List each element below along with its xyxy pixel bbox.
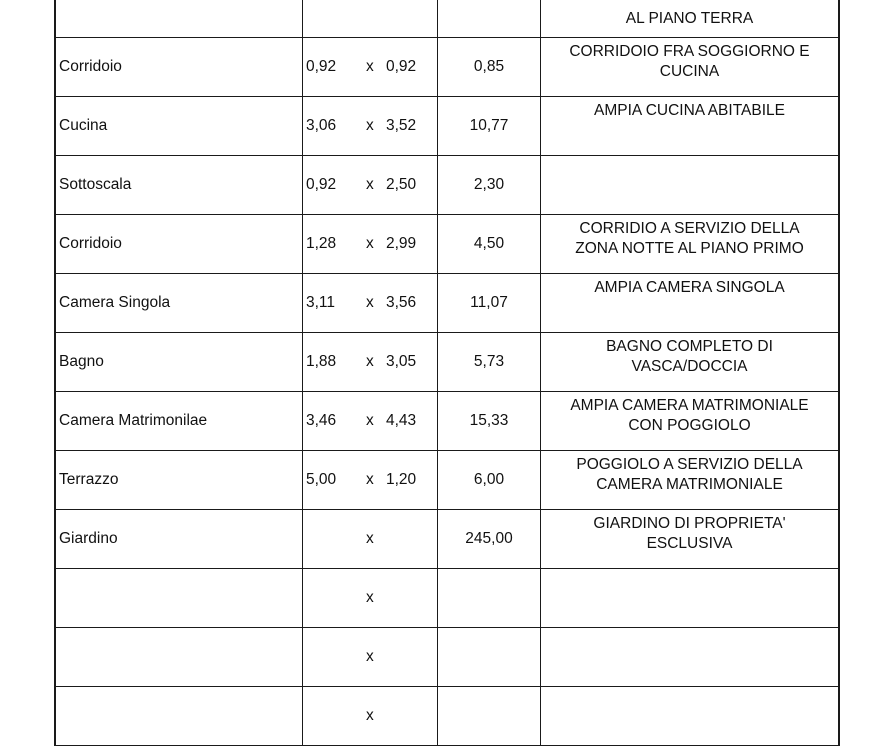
notes-line-1: CORRIDOIO FRA SOGGIORNO E xyxy=(569,43,810,60)
area-cell xyxy=(438,687,541,746)
room-width: 0,92 xyxy=(306,176,337,193)
times-sign: x xyxy=(366,412,374,429)
notes-line-1: CORRIDIO A SERVIZIO DELLA xyxy=(579,220,800,237)
room-area: 10,77 xyxy=(469,117,509,134)
notes-line-1: BAGNO COMPLETO DI xyxy=(606,338,773,355)
room-width: 1,28 xyxy=(306,235,337,252)
area-cell xyxy=(438,215,541,274)
table-row xyxy=(55,97,839,156)
dimensions-cell xyxy=(303,0,438,38)
room-name-cell xyxy=(55,38,303,97)
area-cell xyxy=(438,569,541,628)
table-row xyxy=(55,628,839,687)
times-sign: x xyxy=(366,530,374,547)
room-length: 1,20 xyxy=(386,471,417,488)
notes-line-1: AMPIA CAMERA MATRIMONIALE xyxy=(570,397,809,414)
notes-cell xyxy=(541,392,840,451)
room-name-cell xyxy=(55,156,303,215)
room-name: Camera Matrimonilae xyxy=(59,412,208,429)
dimensions-cell xyxy=(303,628,438,687)
room-length: 2,99 xyxy=(386,235,417,252)
area-cell xyxy=(438,156,541,215)
room-name: Corridoio xyxy=(59,58,122,75)
times-sign: x xyxy=(366,294,374,311)
room-width: 5,00 xyxy=(306,471,337,488)
room-name-cell xyxy=(55,628,303,687)
notes-line-1: AMPIA CAMERA SINGOLA xyxy=(594,279,785,296)
dimensions-cell xyxy=(303,569,438,628)
room-name: Giardino xyxy=(59,530,118,547)
area-cell xyxy=(438,274,541,333)
room-name-cell xyxy=(55,687,303,746)
room-area: 6,00 xyxy=(473,471,505,488)
table-row xyxy=(55,392,839,451)
room-length: 2,50 xyxy=(386,176,417,193)
notes-cell xyxy=(541,0,840,38)
notes-line-2: CUCINA xyxy=(659,63,720,80)
dimensions-cell xyxy=(303,274,438,333)
notes-cell xyxy=(541,215,840,274)
room-area: 11,07 xyxy=(470,294,508,311)
room-name-cell xyxy=(55,569,303,628)
notes-line-2: CAMERA MATRIMONIALE xyxy=(596,476,783,493)
notes-line-1: GIARDINO DI PROPRIETA' xyxy=(593,515,786,532)
room-name: Sottoscala xyxy=(59,176,132,193)
table-row-header-remnant xyxy=(55,0,839,38)
notes-line-1: AL PIANO TERRA xyxy=(625,10,754,27)
rooms-table xyxy=(54,0,840,746)
area-cell xyxy=(438,0,541,38)
room-name: Corridoio xyxy=(59,235,122,252)
table-row xyxy=(55,215,839,274)
notes-cell xyxy=(541,333,840,392)
notes-line-2: CON POGGIOLO xyxy=(628,417,751,434)
room-area: 5,73 xyxy=(473,353,505,370)
dimensions-cell xyxy=(303,510,438,569)
room-length: 3,05 xyxy=(386,353,417,370)
room-width: 3,06 xyxy=(306,117,337,134)
notes-line-2: VASCA/DOCCIA xyxy=(631,358,748,375)
room-length: 3,56 xyxy=(386,294,417,311)
room-area: 0,85 xyxy=(473,58,505,75)
times-sign: x xyxy=(366,117,374,134)
dimensions-cell xyxy=(303,215,438,274)
room-length: 0,92 xyxy=(386,58,417,75)
times-sign: x xyxy=(366,58,374,75)
notes-cell xyxy=(541,156,840,215)
room-name-cell xyxy=(55,215,303,274)
dimensions-cell xyxy=(303,687,438,746)
notes-cell xyxy=(541,628,840,687)
dimensions-cell xyxy=(303,333,438,392)
times-sign: x xyxy=(366,648,374,665)
notes-cell xyxy=(541,510,840,569)
room-width: 3,46 xyxy=(306,412,337,429)
area-cell xyxy=(438,628,541,687)
notes-cell xyxy=(541,451,840,510)
times-sign: x xyxy=(366,589,374,606)
table-row xyxy=(55,38,839,97)
room-name-cell xyxy=(55,97,303,156)
notes-line-1: AMPIA CUCINA ABITABILE xyxy=(594,102,785,119)
notes-cell xyxy=(541,687,840,746)
area-cell xyxy=(438,333,541,392)
times-sign: x xyxy=(366,707,374,724)
room-name-cell xyxy=(55,510,303,569)
room-name-cell xyxy=(55,392,303,451)
room-area: 2,30 xyxy=(473,176,505,193)
table-row xyxy=(55,451,839,510)
room-length: 3,52 xyxy=(386,117,417,134)
room-area: 15,33 xyxy=(469,412,509,429)
area-cell xyxy=(438,392,541,451)
area-cell xyxy=(438,451,541,510)
table-row xyxy=(55,274,839,333)
room-name: Cucina xyxy=(59,117,108,134)
notes-line-1: POGGIOLO A SERVIZIO DELLA xyxy=(576,456,803,473)
room-area: 245,00 xyxy=(465,530,513,547)
notes-line-2: ESCLUSIVA xyxy=(646,535,733,552)
table-row xyxy=(55,333,839,392)
area-cell xyxy=(438,510,541,569)
times-sign: x xyxy=(366,471,374,488)
room-name-cell xyxy=(55,451,303,510)
notes-cell xyxy=(541,569,840,628)
dimensions-cell xyxy=(303,392,438,451)
room-name: Camera Singola xyxy=(59,294,171,311)
notes-cell xyxy=(541,97,840,156)
dimensions-cell xyxy=(303,156,438,215)
table-row xyxy=(55,156,839,215)
room-width: 3,11 xyxy=(306,294,336,311)
times-sign: x xyxy=(366,176,374,193)
area-cell xyxy=(438,97,541,156)
notes-cell xyxy=(541,274,840,333)
notes-cell xyxy=(541,38,840,97)
room-area: 4,50 xyxy=(473,235,505,252)
table-row xyxy=(55,687,839,746)
room-width: 1,88 xyxy=(306,353,337,370)
dimensions-cell xyxy=(303,38,438,97)
room-name: Bagno xyxy=(59,353,104,370)
times-sign: x xyxy=(366,353,374,370)
room-name-cell xyxy=(55,333,303,392)
room-name: Terrazzo xyxy=(59,471,119,488)
room-width: 0,92 xyxy=(306,58,337,75)
area-cell xyxy=(438,38,541,97)
room-name-cell xyxy=(55,274,303,333)
dimensions-cell xyxy=(303,451,438,510)
room-length: 4,43 xyxy=(386,412,417,429)
table-row xyxy=(55,569,839,628)
room-name-cell xyxy=(55,0,303,38)
table-row xyxy=(55,510,839,569)
notes-line-2: ZONA NOTTE AL PIANO PRIMO xyxy=(575,240,804,257)
dimensions-cell xyxy=(303,97,438,156)
times-sign: x xyxy=(366,235,374,252)
